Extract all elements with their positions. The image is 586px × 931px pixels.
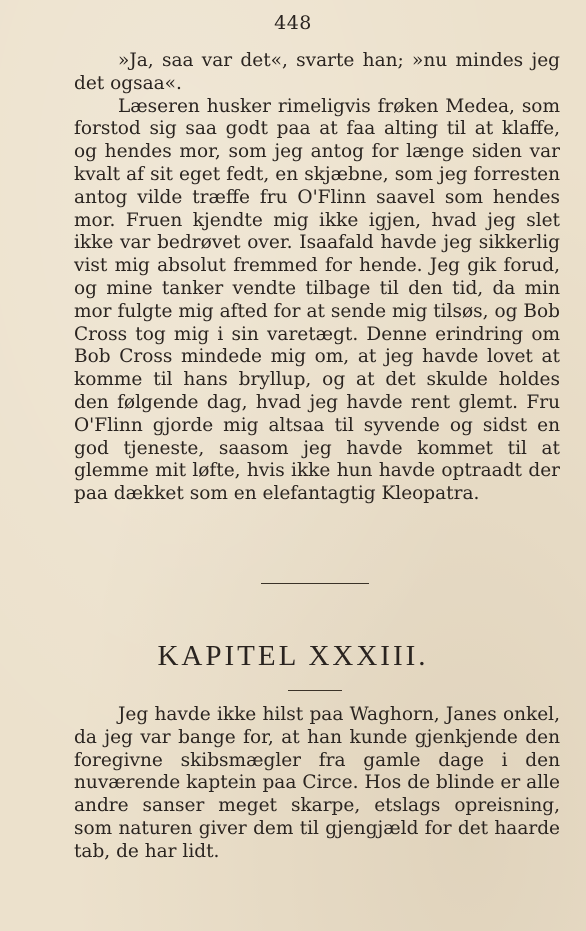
paragraph-dialogue: »Ja, saa var det«, svarte han; »nu mindes jeg det ogsaa«. bbox=[74, 50, 560, 94]
heading-underline-rule bbox=[288, 690, 342, 691]
text-after-chapter bbox=[74, 704, 560, 864]
section-divider-rule bbox=[261, 583, 369, 584]
paragraph-body: Læseren husker rimeligvis frøken Medea, som forstod sig saa godt paa at faa alting til at klaffe, og hendes mor, som jeg antog for længe siden var kvalt af sit eget fedt, en skjæbne, som jeg forresten antog vilde træffe fru O'Flinn saavel som hendes mor. Fruen kjendte mig ikke igjen, hvad jeg slet ikke var bedrøvet over. Isaafald havde jeg sikkerlig vist mig absolut fremmed for hende. Jeg gik forud, og mine tanker vendte tilbage til den tid, da min mor fulgte mig afted for at sende mig tilsøs, og Bob Cross tog mig i sin varetægt. Denne erindring om Bob Cross mindede mig om, at jeg havde lovet at komme til hans bryllup, og at det skulde holdes den følgende dag, hvad jeg havde rent glemt. Fru O'Flinn gjorde mig altsaa til syvende og sidst en god tjeneste, saasom jeg havde kommet til at glemme mit løfte, hvis ikke hun havde optraadt der paa dækket som en elefantagtig Kleopatra. bbox=[74, 95, 560, 505]
paragraph-chapter-opening: Jeg havde ikke hilst paa Waghorn, Janes onkel, da jeg var bange for, at han kunde gjenkjende den foregivne skibsmægler fra gamle dage i den nuværende kaptein paa Circe. Hos de blinde er alle andre sanser meget skarpe, etslags opreisning, som naturen giver dem til gjengjæld for det haarde tab, de har lidt. bbox=[74, 704, 560, 862]
chapter-heading: KAPITEL XXXIII. bbox=[157, 640, 429, 672]
page-number: 448 bbox=[274, 12, 312, 34]
text-before-chapter bbox=[74, 50, 560, 506]
